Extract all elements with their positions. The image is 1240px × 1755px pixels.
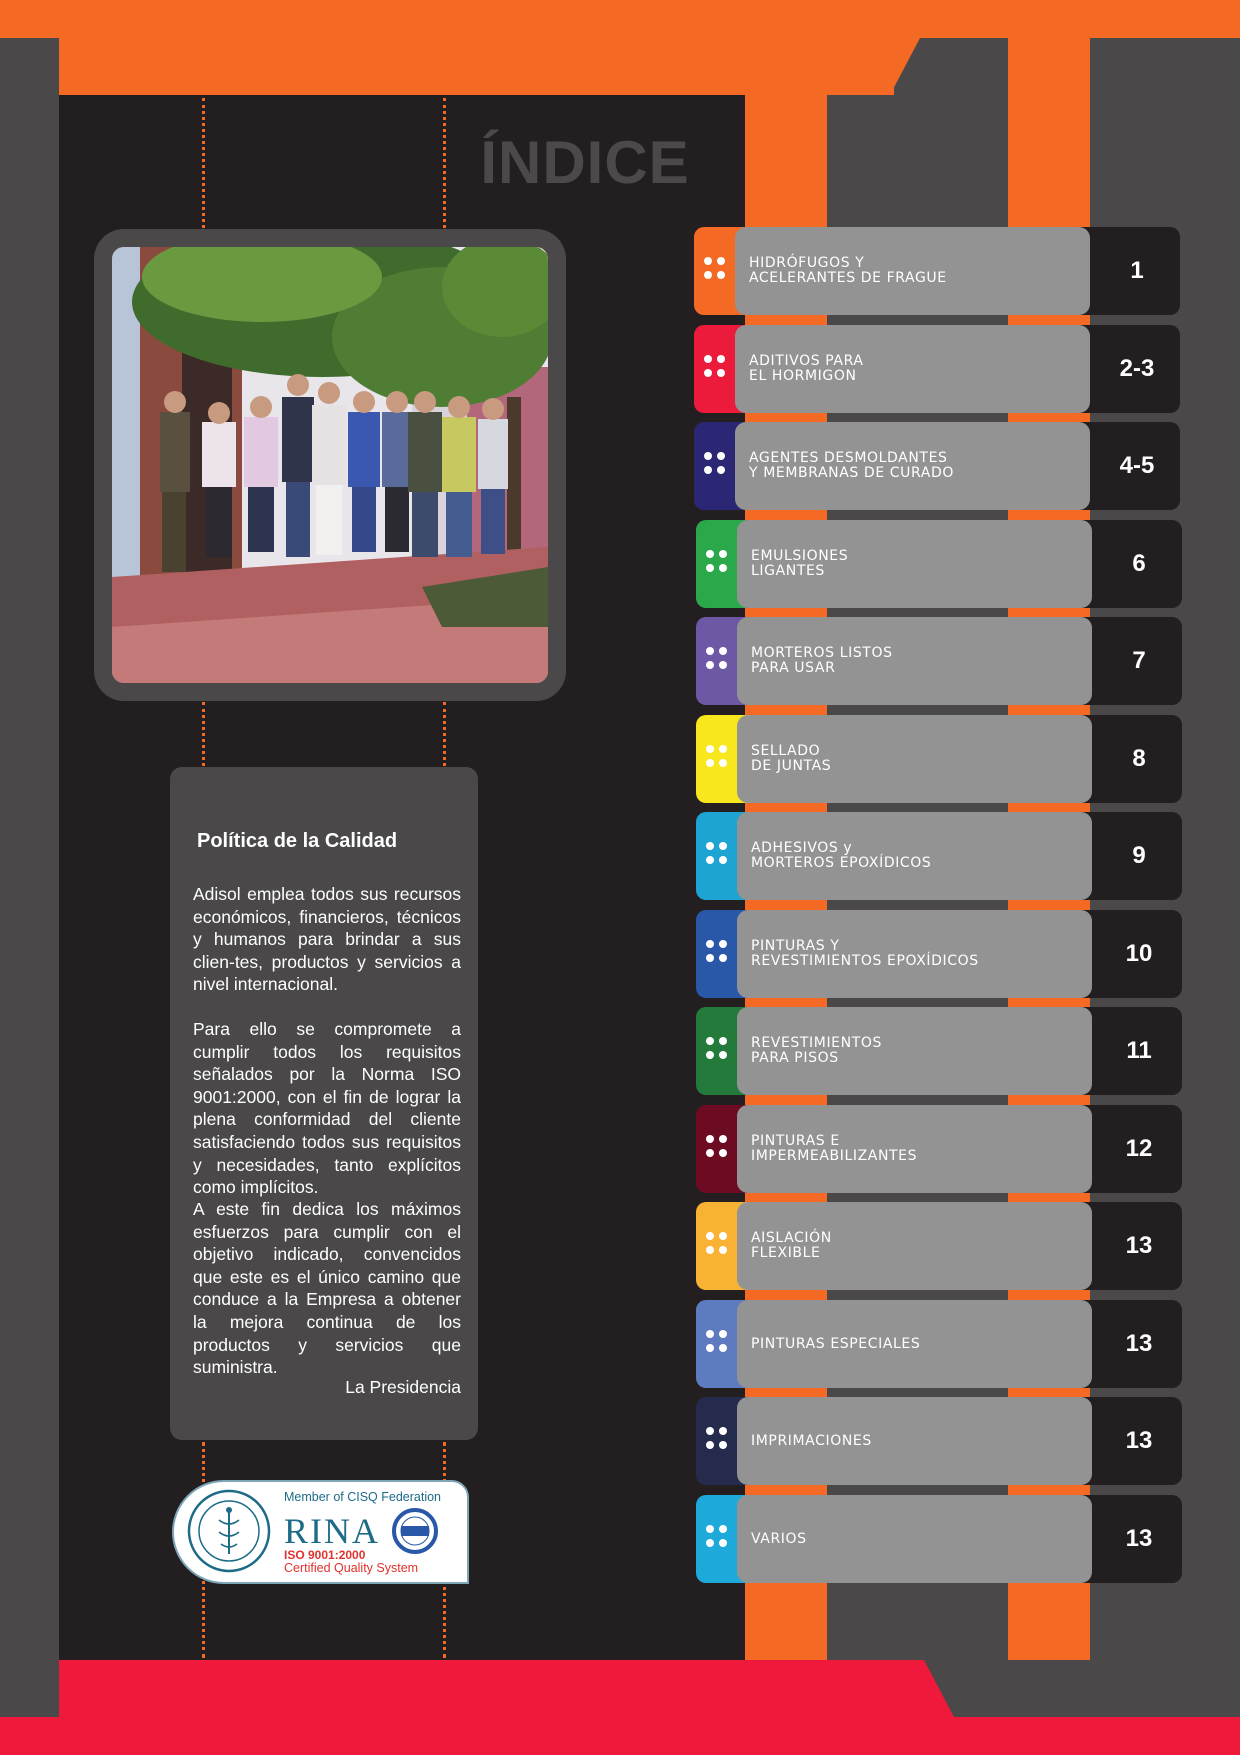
bottom-bar-corner: [924, 1660, 954, 1717]
category-label: HIDRÓFUGOS Y ACELERANTES DE FRAGUE: [749, 255, 947, 286]
grid-dots-icon: [706, 1525, 730, 1553]
category-label-box: [737, 1007, 1092, 1095]
page-number: 1: [1130, 257, 1144, 284]
quality-signature: La Presidencia: [345, 1377, 461, 1397]
grid-dots-icon: [706, 647, 730, 675]
index-row[interactable]: [696, 1202, 1182, 1290]
category-label-box: [737, 1105, 1092, 1193]
category-label-box: [737, 1397, 1092, 1485]
index-row[interactable]: [696, 812, 1182, 900]
grid-dots-icon: [706, 1135, 730, 1163]
category-label-box: [737, 910, 1092, 998]
dotted-guide: [202, 98, 205, 228]
bottom-red-bar: [59, 1660, 924, 1717]
index-row[interactable]: [696, 910, 1182, 998]
dotted-guide: [202, 702, 205, 766]
top-bar-corner: [890, 38, 920, 95]
quality-policy-title: Política de la Calidad: [197, 830, 398, 852]
category-label-box: [735, 325, 1090, 413]
category-label-box: [735, 422, 1090, 510]
grid-dots-icon: [706, 745, 730, 773]
grid-dots-icon: [706, 940, 730, 968]
index-row[interactable]: [694, 325, 1180, 413]
index-row[interactable]: [696, 715, 1182, 803]
index-row[interactable]: [696, 1300, 1182, 1388]
grid-dots-icon: [704, 257, 728, 285]
category-label-box: [737, 520, 1092, 608]
team-photo: [112, 247, 548, 683]
grid-dots-icon: [706, 1330, 730, 1358]
bottom-red-band: [0, 1717, 1240, 1755]
category-label: ADITIVOS PARA EL HORMIGON: [749, 353, 864, 384]
category-label-box: [737, 812, 1092, 900]
page-number: 13: [1125, 1427, 1153, 1454]
index-row[interactable]: [694, 422, 1180, 510]
grid-dots-icon: [706, 842, 730, 870]
category-label: SELLADO DE JUNTAS: [751, 743, 832, 774]
rina-seal-logo: [186, 1488, 272, 1574]
category-label-box: [737, 715, 1092, 803]
category-label-box: [737, 617, 1092, 705]
index-row[interactable]: [696, 1007, 1182, 1095]
page-number: 11: [1126, 1037, 1152, 1064]
page-number: 13: [1125, 1330, 1153, 1357]
category-label: PINTURAS Y REVESTIMIENTOS EPOXÍDICOS: [751, 938, 979, 969]
category-label: MORTEROS LISTOS PARA USAR: [751, 645, 893, 676]
category-label-box: [737, 1300, 1092, 1388]
quality-paragraph: Para ello se compromete a cumplir todos los requisitos señalados por la Norma ISO 9001:2000, con el fin de lograr la plena conformidad del cliente satisfaciendo todos sus requisitos y necesidades, tanto explícitos como implícitos.: [193, 1019, 461, 1198]
grid-dots-icon: [704, 452, 728, 480]
category-label: ADHESIVOS y MORTEROS EPOXÍDICOS: [751, 840, 932, 871]
page-number: 6: [1132, 550, 1146, 577]
category-label-box: [735, 227, 1090, 315]
category-label: AGENTES DESMOLDANTES Y MEMBRANAS DE CURADO: [749, 450, 954, 481]
grid-dots-icon: [706, 1037, 730, 1065]
page-number: 10: [1125, 940, 1153, 967]
category-label: AISLACIÓN FLEXIBLE: [751, 1230, 832, 1261]
category-label: PINTURAS ESPECIALES: [751, 1335, 921, 1352]
index-row[interactable]: [696, 520, 1182, 608]
rina-iso-text: ISO 9001:2000: [284, 1548, 366, 1562]
page-number: 13: [1125, 1525, 1153, 1552]
index-row[interactable]: [694, 227, 1180, 315]
page-number: 13: [1125, 1232, 1153, 1259]
page-number: 2-3: [1119, 355, 1155, 382]
category-label: EMULSIONES LIGANTES: [751, 548, 849, 579]
grid-dots-icon: [706, 550, 730, 578]
dotted-guide: [443, 702, 446, 766]
page-title: ÍNDICE: [480, 129, 690, 196]
category-label: IMPRIMACIONES: [751, 1432, 872, 1449]
index-row[interactable]: [696, 1495, 1182, 1583]
page-number: 8: [1132, 745, 1146, 772]
grid-dots-icon: [704, 355, 728, 383]
page-number: 9: [1132, 842, 1146, 869]
iqnet-seal-logo: [392, 1508, 438, 1554]
page-number: 12: [1125, 1135, 1153, 1162]
category-label: PINTURAS E IMPERMEABILIZANTES: [751, 1133, 918, 1164]
category-label: REVESTIMIENTOS PARA PISOS: [751, 1035, 882, 1066]
index-row[interactable]: [696, 617, 1182, 705]
index-row[interactable]: [696, 1397, 1182, 1485]
quality-paragraph: Adisol emplea todos sus recursos económicos, financieros, técnicos y humanos para brindar a sus clien-tes, productos y servicios a nivel internacional.: [193, 884, 461, 995]
rina-wordmark: RINA: [284, 1511, 380, 1551]
quality-paragraph: A este fin dedica los máximos esfuerzos para cumplir con el objetivo indicado, convencidos que este es el único camino que conduce a la Empresa a obtener la mejora continua de los productos y servicios que suministra.: [193, 1199, 461, 1378]
grid-dots-icon: [706, 1232, 730, 1260]
index-row[interactable]: [696, 1105, 1182, 1193]
page-number: 7: [1132, 647, 1146, 674]
rina-cert-text: Certified Quality System: [284, 1561, 419, 1575]
category-label: VARIOS: [751, 1530, 807, 1547]
top-orange-band: [0, 0, 1240, 38]
rina-member-text: Member of CISQ Federation: [284, 1490, 442, 1504]
category-label-box: [737, 1495, 1092, 1583]
grid-dots-icon: [706, 1427, 730, 1455]
category-label-box: [737, 1202, 1092, 1290]
page-number: 4-5: [1119, 452, 1155, 479]
